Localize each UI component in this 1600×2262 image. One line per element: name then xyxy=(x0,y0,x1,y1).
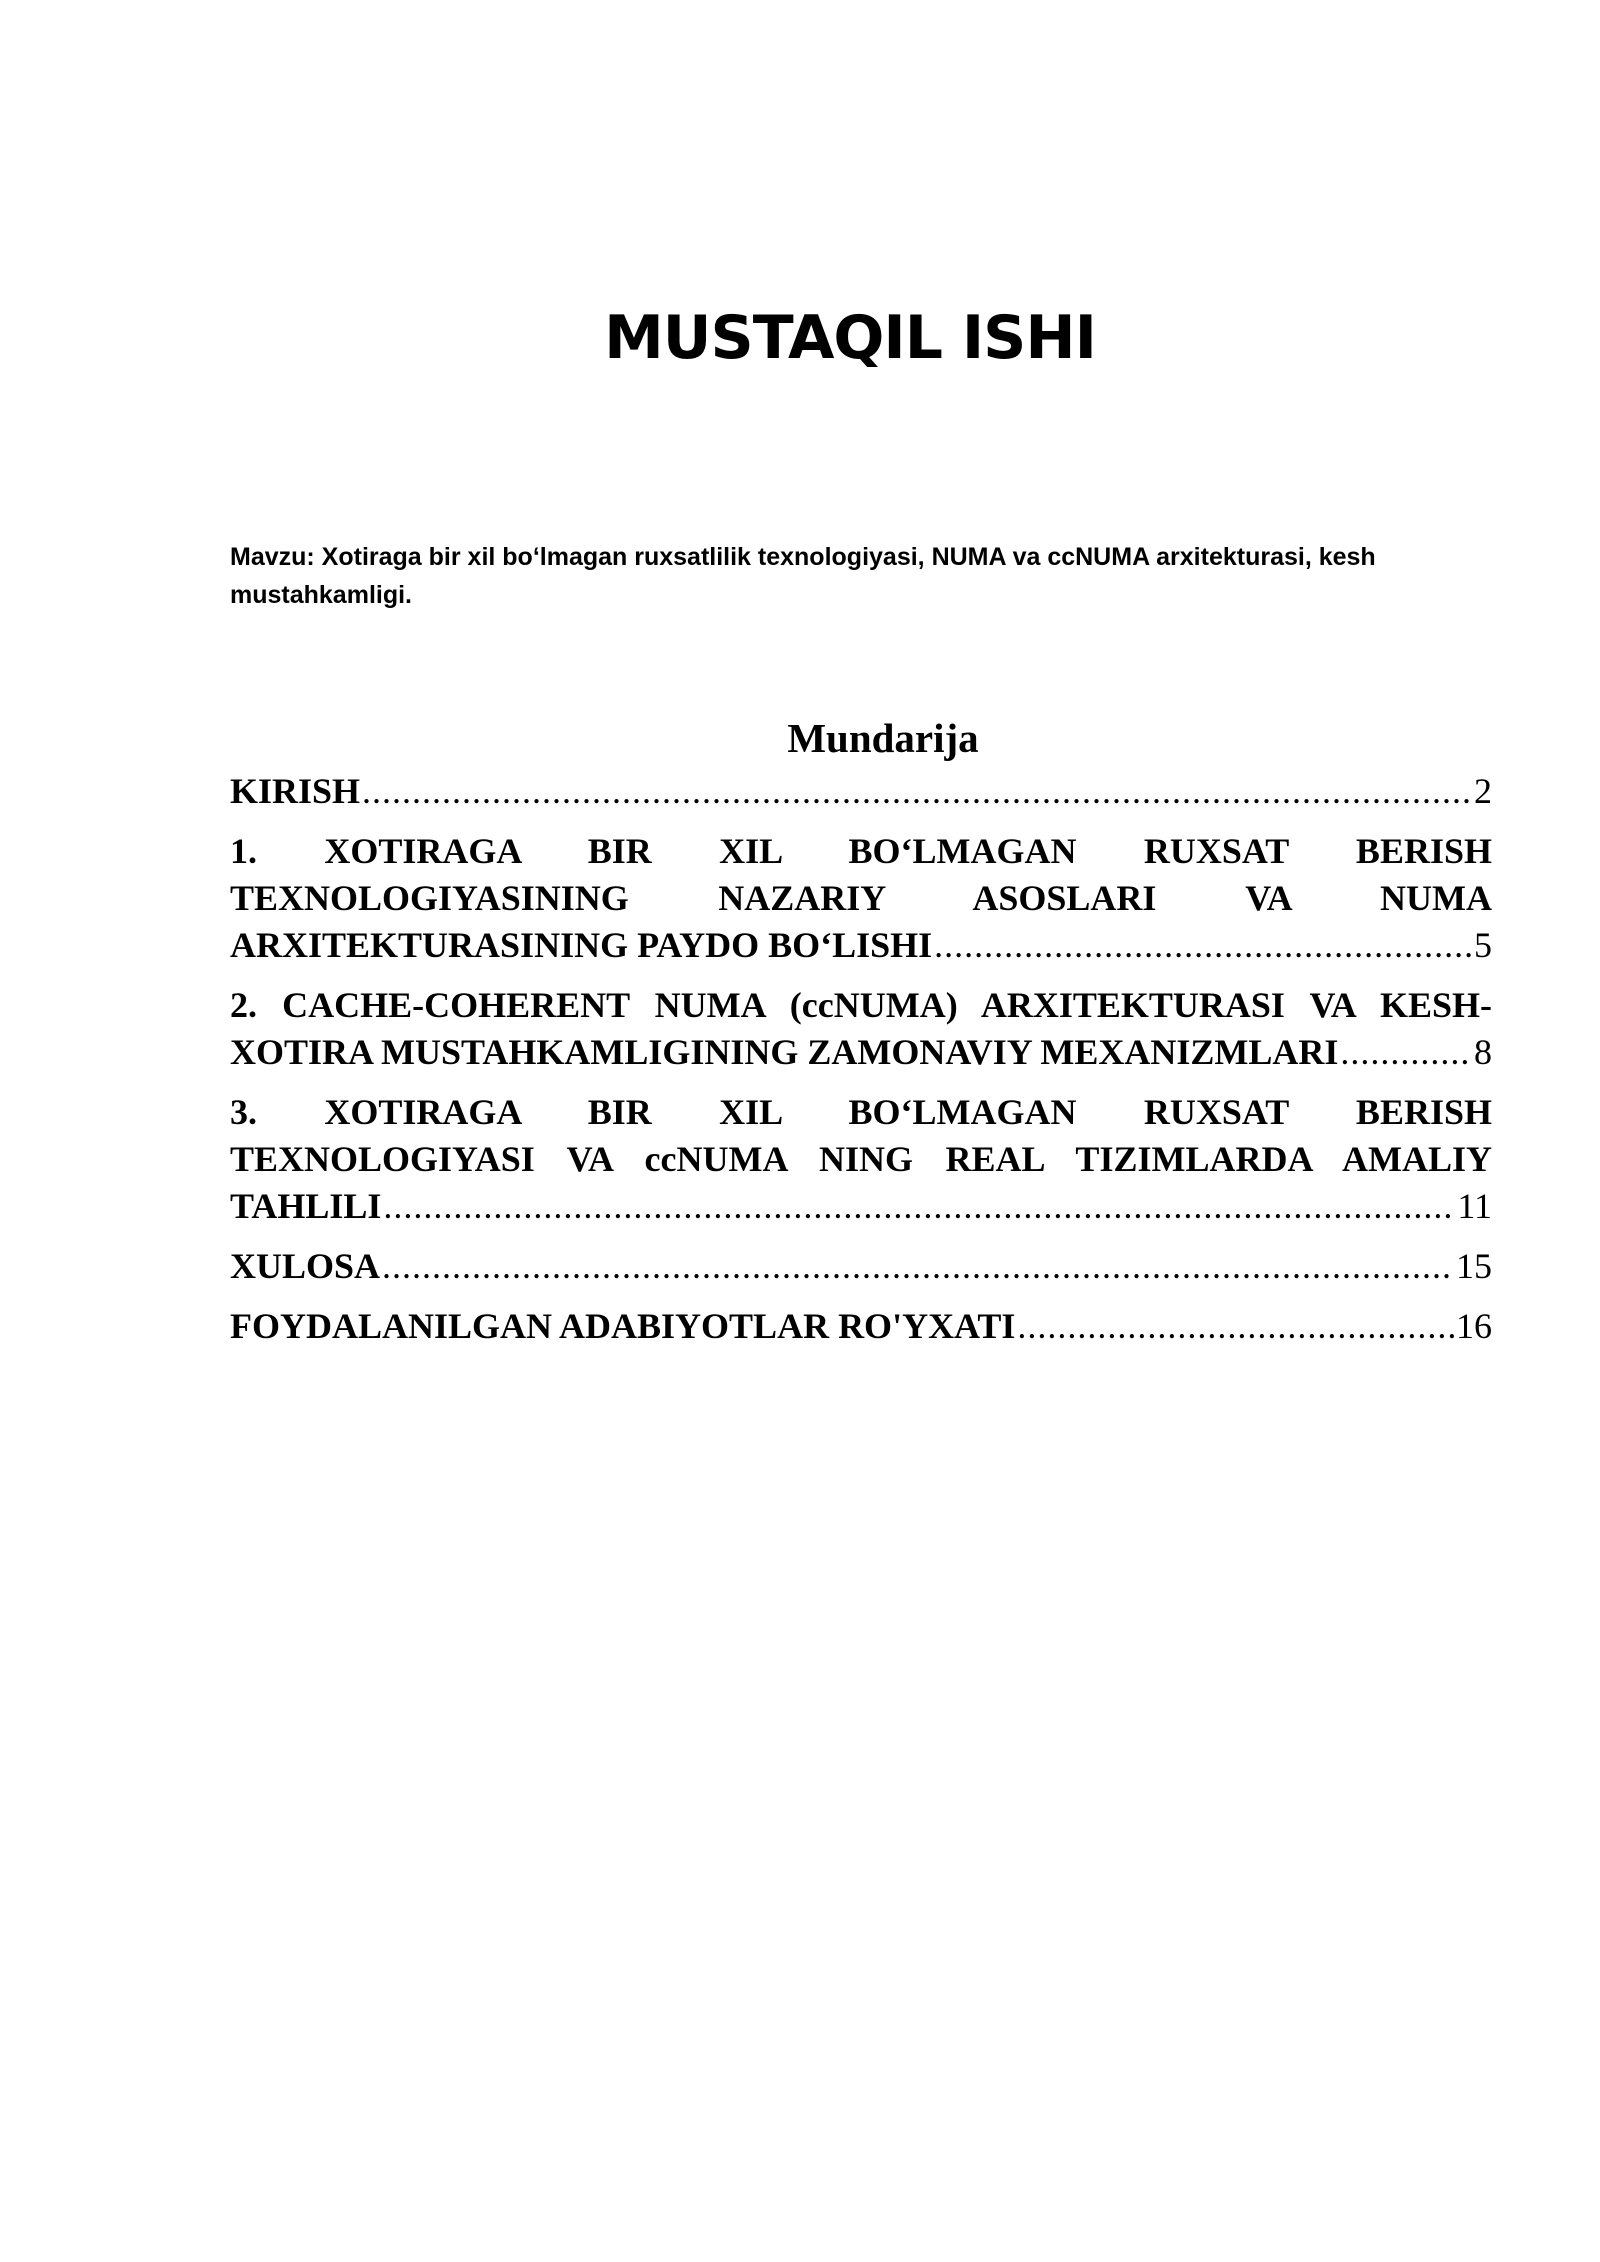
toc-entry-title: FOYDALANILGAN ADABIYOTLAR RO'YXATI xyxy=(230,1306,1016,1346)
toc-entry-last-line xyxy=(230,1183,1492,1230)
toc-entry-title: XOTIRA MUSTAHKAMLIGINING ZAMONAVIY MEXANIZMLARI xyxy=(230,1032,1339,1072)
toc-page-number: 8 xyxy=(1474,1032,1492,1072)
toc-entry-chapter-2[interactable] xyxy=(230,982,1492,1076)
toc-leader-dots xyxy=(932,922,1472,969)
toc-entry-last-line xyxy=(230,1029,1492,1076)
toc-page-number: 11 xyxy=(1457,1186,1492,1226)
toc-entry-title: KIRISH xyxy=(230,771,361,811)
toc-entry-line: 2. CACHE-COHERENT NUMA (ccNUMA) ARXITEKTURASI VA KESH- xyxy=(230,985,1492,1025)
topic-text: Mavzu: Xotiraga bir xil bo‘lmagan ruxsatlilik texnologiyasi, NUMA va ccNUMA arxitekturasi, kesh mustahkamligi. xyxy=(230,543,1376,609)
toc-entry-line: TEXNOLOGIYASINING NAZARIY ASOSLARI VA NUMA xyxy=(230,878,1492,918)
toc-entry-xulosa[interactable] xyxy=(230,1243,1492,1290)
toc-entry-kirish[interactable] xyxy=(230,768,1492,815)
toc-entry-chapter-3[interactable] xyxy=(230,1089,1492,1230)
toc-page-number: 2 xyxy=(1474,771,1492,811)
toc-entry-line: 3. XOTIRAGA BIR XIL BO‘LMAGAN RUXSAT BERISH xyxy=(230,1092,1492,1132)
table-of-contents xyxy=(230,768,1492,1363)
toc-leader-dots xyxy=(380,1243,1454,1290)
page-title: MUSTAQIL ISHI xyxy=(604,303,1096,373)
toc-entry-chapter-1[interactable] xyxy=(230,828,1492,969)
toc-heading: Mundarija xyxy=(787,715,979,761)
toc-page-number: 5 xyxy=(1474,925,1492,965)
toc-leader-dots xyxy=(381,1183,1455,1230)
toc-entry-title: TAHLILI xyxy=(230,1186,382,1226)
toc-entry-title: XULOSA xyxy=(230,1246,381,1286)
toc-entry-line: 1. XOTIRAGA BIR XIL BO‘LMAGAN RUXSAT BERISH xyxy=(230,831,1492,871)
toc-entry-title: ARXITEKTURASINING PAYDO BO‘LISHI xyxy=(230,925,933,965)
toc-entry-references[interactable] xyxy=(230,1303,1492,1350)
toc-page-number: 16 xyxy=(1456,1306,1492,1346)
toc-leader-dots xyxy=(1015,1303,1454,1350)
toc-entry-last-line xyxy=(230,922,1492,969)
toc-entry-line: TEXNOLOGIYASI VA ccNUMA NING REAL TIZIMLARDA AMALIY xyxy=(230,1139,1492,1179)
toc-page-number: 15 xyxy=(1456,1246,1492,1286)
toc-leader-dots xyxy=(1338,1029,1472,1076)
toc-leader-dots xyxy=(360,768,1472,815)
